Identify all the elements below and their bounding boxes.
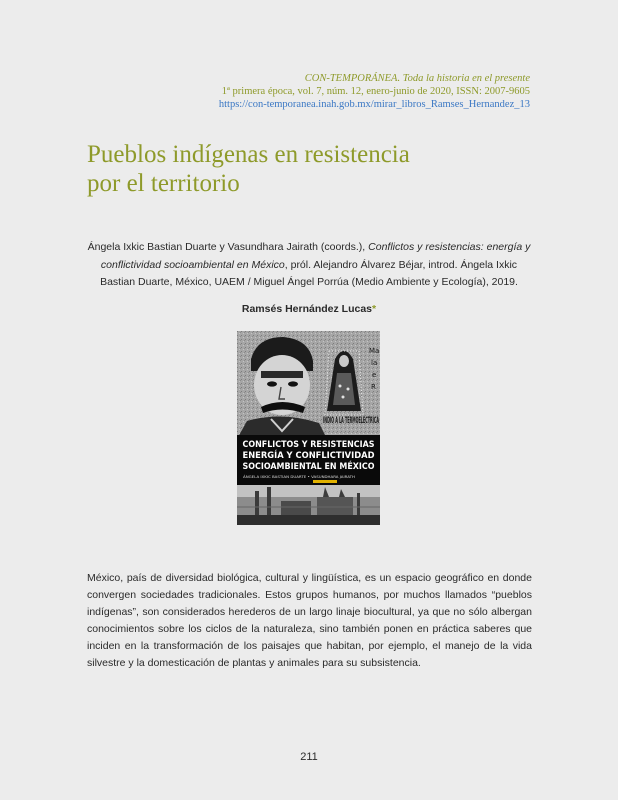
citation-details: , pról. Alejandro Álvarez Béjar, introd. Ángela Ixkic Bastian Duarte, México, UAEM / Miguel Ángel Porrúa (Medio Ambiente y Ecología), 2019. [100, 258, 518, 288]
industrial-landscape-illustration [237, 485, 380, 525]
title-line-2: por el territorio [87, 170, 240, 197]
cover-editors: ÁNGELA IXKIC BASTIAN DUARTE • VASUNDHARA JAIRATH [243, 475, 346, 479]
body-paragraph: México, país de diversidad biológica, cultural y lingüística, es un espacio geográfico en donde convergen sociedades tradicionales. Estos grupos humanos, por muchos llamados “pueblos indígenas”, son considerados herederos de un largo linaje biocultural, ya que no sólo albergan conocimientos sobre los ciclos de la naturaleza, sino también ponen en práctica saberes que inciden en la transformación de los paisajes que habitan, por ejemplo, el manejo de la vida silvestre y la domesticación de plantas y animales para su subsistencia. [87, 572, 532, 669]
running-header [219, 72, 530, 111]
page-number: 211 [300, 751, 318, 763]
article-url-link[interactable]: https://con-temporanea.inah.gob.mx/mirar_libros_Ramses_Hernandez_13 [218, 99, 530, 110]
footnote-marker[interactable]: * [372, 303, 377, 315]
reviewer-name: Ramsés Hernández Lucas [241, 303, 373, 315]
issue-info: 1ª primera época, vol. 7, núm. 12, enero-junio de 2020, ISSN: 2007-9605 [221, 86, 530, 97]
cover-title-line-2: ENERGÍA Y CONFLICTIVIDAD [242, 451, 386, 461]
journal-title: CON-TEMPORÁNEA. Toda la historia en el presente [304, 73, 530, 84]
cover-mural-text: INDIO A LA TERMOELÉCTRICA [323, 416, 472, 426]
cover-title-line-1: CONFLICTOS Y RESISTENCIAS [242, 440, 375, 450]
citation-book-title: Conflictos y resistencias: energía y conflictividad socioambiental en México [100, 241, 531, 271]
reviewer-byline [0, 303, 618, 315]
svg-text:e: e [372, 371, 377, 379]
book-citation [86, 239, 532, 292]
publisher-logo [313, 480, 337, 483]
svg-text:la: la [371, 359, 378, 367]
cover-title-line-3: SOCIOAMBIENTAL EN MÉXICO [242, 462, 392, 472]
title-line-1: Pueblos indígenas en resistencia [87, 141, 410, 168]
citation-authors: Ángela Ixkic Bastian Duarte y Vasundhara Jairath (coords.), [87, 241, 369, 253]
book-cover-image [237, 331, 472, 525]
article-title [87, 140, 527, 198]
svg-text:R: R [371, 383, 376, 391]
cover-side-graffiti: Ma [369, 347, 380, 355]
